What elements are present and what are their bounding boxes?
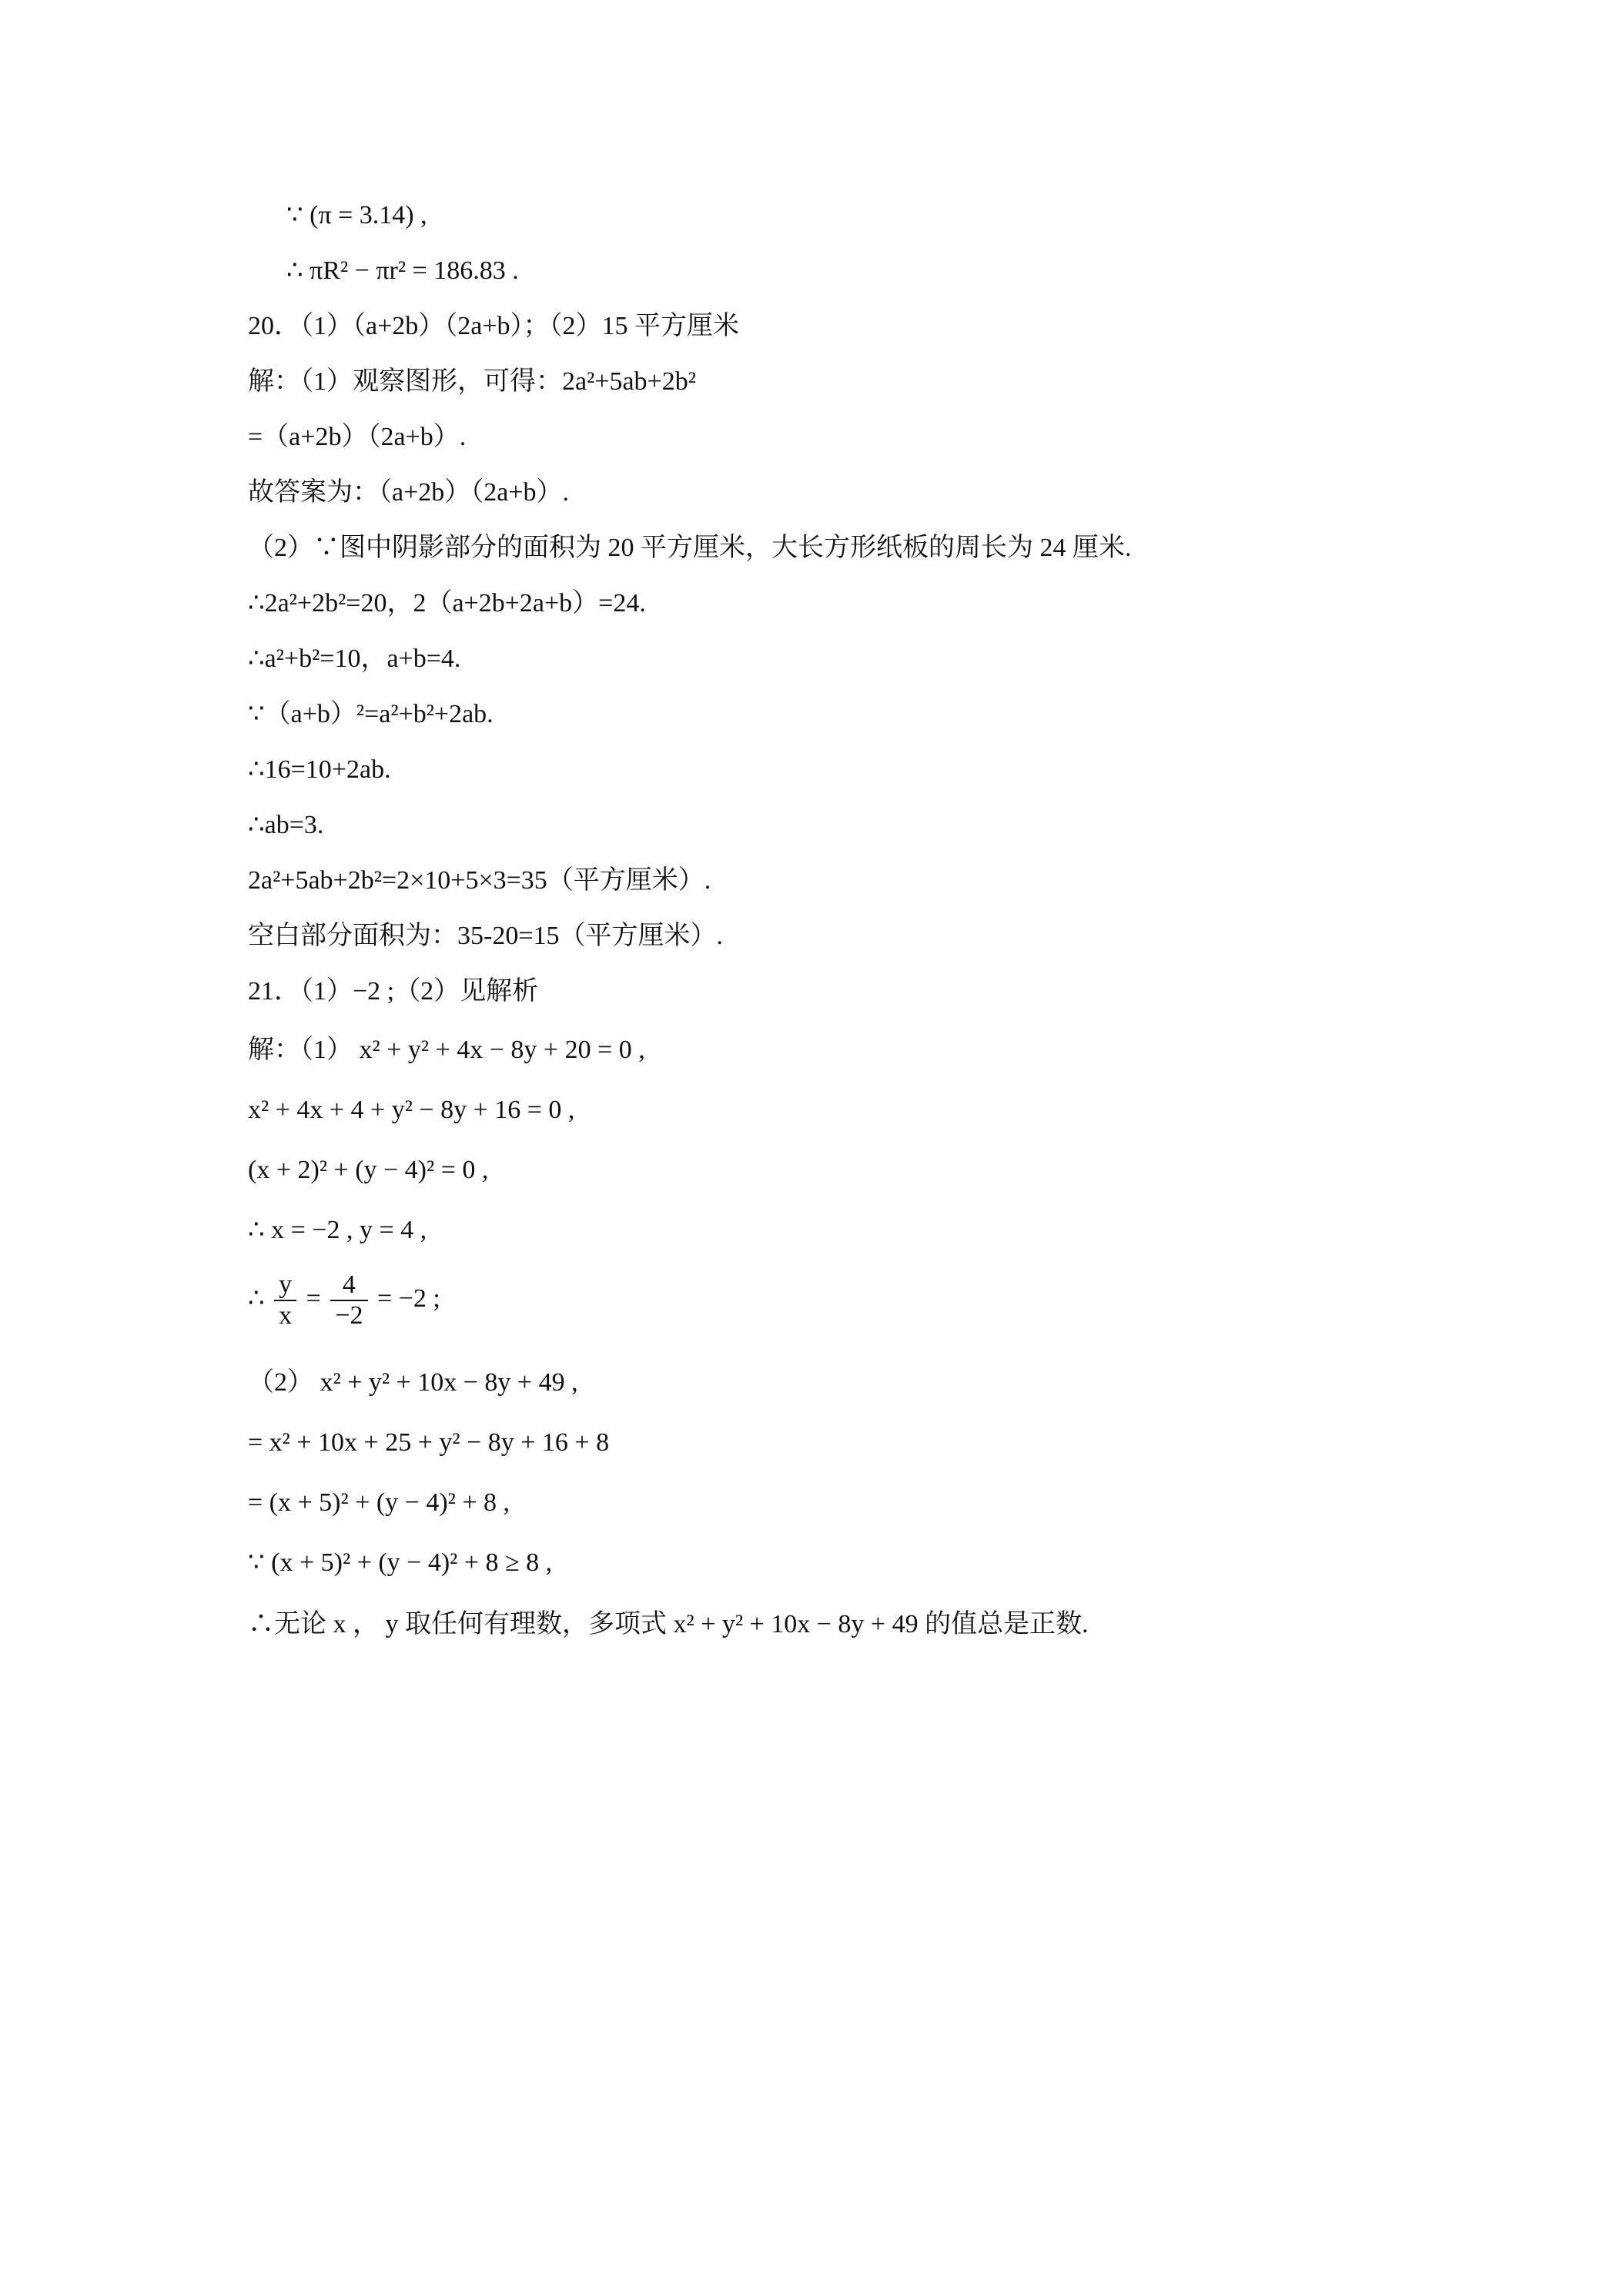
text-line: ∴16=10+2ab. bbox=[248, 755, 391, 784]
text-line: ∴2a²+2b²=20，2（a+2b+2a+b）=24. bbox=[248, 589, 646, 618]
equation-line: ∵ (x + 5)² + (y − 4)² + 8 ≥ 8 , bbox=[248, 1548, 553, 1577]
answer-heading-21: 21．（1）−2 ;（2）见解析 bbox=[248, 977, 539, 1006]
text-line: 解：（1）观察图形，可得：2a²+5ab+2b² bbox=[248, 367, 696, 396]
equation-line: (x + 2)² + (y − 4)² = 0 , bbox=[248, 1156, 489, 1184]
fraction-y-over-x bbox=[274, 1270, 296, 1330]
equation-line: = (x + 5)² + (y − 4)² + 8 , bbox=[248, 1488, 510, 1517]
fraction-mid: = bbox=[300, 1284, 328, 1313]
text-line: ∴a²+b²=10，a+b=4. bbox=[248, 644, 461, 673]
text-line: =（a+2b）（2a+b）. bbox=[248, 423, 467, 451]
equation-line: 解：（1） x² + y² + 4x − 8y + 20 = 0 , bbox=[248, 1036, 645, 1064]
fraction-4-over-neg2 bbox=[330, 1270, 367, 1330]
answer-heading-20: 20．（1）（a+2b）（2a+b）；（2）15 平方厘米 bbox=[248, 312, 740, 340]
equation-line: x² + 4x + 4 + y² − 8y + 16 = 0 , bbox=[248, 1096, 575, 1124]
text-line: 2a²+5ab+2b²=2×10+5×3=35（平方厘米）. bbox=[248, 866, 711, 895]
text-line: 空白部分面积为：35-20=15（平方厘米）. bbox=[248, 922, 723, 950]
fraction-denominator: −2 bbox=[335, 1301, 363, 1330]
fraction-equation-line bbox=[248, 1270, 440, 1330]
fraction-suffix: = −2 ; bbox=[370, 1284, 440, 1313]
equation-line: （2） x² + y² + 10x − 8y + 49 , bbox=[248, 1368, 578, 1397]
text-line: ∵（a+b）²=a²+b²+2ab. bbox=[248, 700, 494, 728]
fraction-denominator: x bbox=[279, 1301, 293, 1330]
conclusion-line: ∴无论 x ， y 取任何有理数，多项式 x² + y² + 10x − 8y + 49 的值总是正数. bbox=[248, 1610, 1089, 1638]
equation-line: ∴ x = −2 , y = 4 , bbox=[248, 1216, 427, 1244]
fraction-prefix: ∴ bbox=[248, 1284, 272, 1313]
text-line: ∴ab=3. bbox=[248, 811, 324, 839]
equation-line: = x² + 10x + 25 + y² − 8y + 16 + 8 bbox=[248, 1428, 610, 1457]
fraction-numerator: y bbox=[274, 1270, 296, 1301]
text-line: （2）∵图中阴影部分的面积为 20 平方厘米，大长方形纸板的周长为 24 厘米. bbox=[248, 534, 1132, 562]
fraction-numerator: 4 bbox=[330, 1270, 367, 1301]
text-line: 故答案为：（a+2b）（2a+b）. bbox=[248, 478, 570, 507]
text-line: ∵ (π = 3.14) , bbox=[286, 201, 427, 229]
text-line: ∴ πR² − πr² = 186.83 . bbox=[286, 256, 519, 285]
